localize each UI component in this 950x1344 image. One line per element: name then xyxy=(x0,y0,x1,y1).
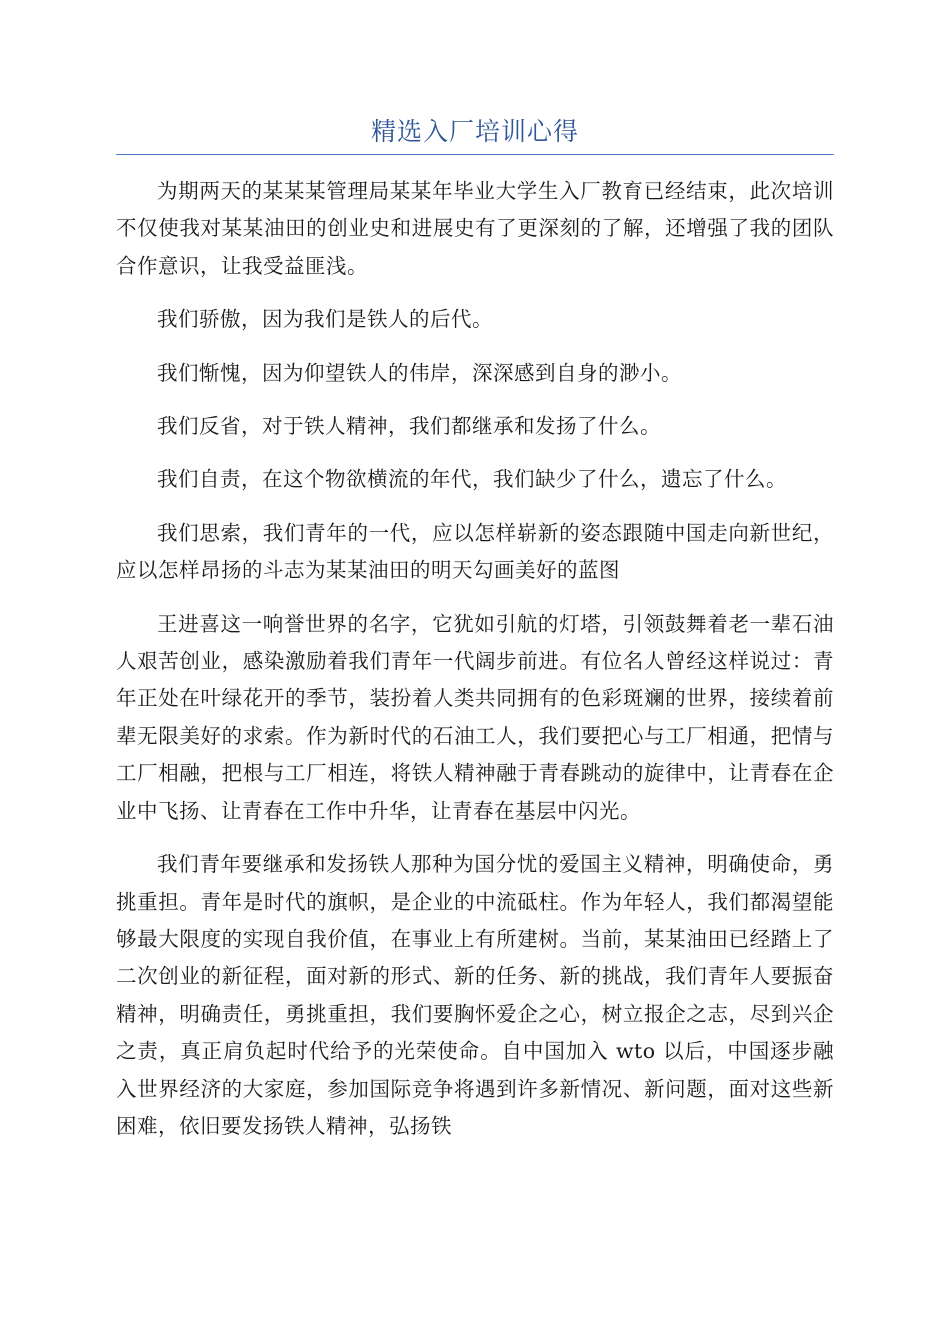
paragraph-blame: 我们自责，在这个物欲横流的年代，我们缺少了什么，遗忘了什么。 xyxy=(157,467,787,492)
paragraph-ponder: 我们思索，我们青年的一代，应以怎样崭新的姿态跟随中国走向新世纪，应以怎样昂扬的斗志为某某油田的明天勾画美好的蓝图 xyxy=(116,520,834,583)
paragraph-youth-mission: 我们青年要继承和发扬铁人那种为国分忧的爱国主义精神，明确使命，勇挑重担。青年是时代的旗帜，是企业的中流砥柱。作为年轻人，我们都渴望能够最大限度的实现自我价值，在事业上有所建树。当前，某某油田已经踏上了二次创业的新征程，面对新的形式、新的任务、新的挑战，我们青年人要振奋精神，明确责任，勇挑重担，我们要胸怀爱企之心，树立报企之志，尽到兴企之责，真正肩负起时代给予的光荣使命。自中国加入 wto 以后，中国逐步融入世界经济的大家庭，参加国际竞争将遇到许多新情况、新问题，面对这些新困难，依旧要发扬铁人精神，弘扬铁 xyxy=(116,852,834,1138)
paragraph-reflect: 我们反省，对于铁人精神，我们都继承和发扬了什么。 xyxy=(157,414,661,439)
document-body xyxy=(116,173,834,1161)
paragraph-ashamed: 我们惭愧，因为仰望铁人的伟岸，深深感到自身的渺小。 xyxy=(157,360,682,385)
paragraph-proud: 我们骄傲，因为我们是铁人的后代。 xyxy=(157,307,493,332)
title-underline xyxy=(116,154,834,155)
document-title: 精选入厂培训心得 xyxy=(370,117,579,146)
paragraph-intro: 为期两天的某某某管理局某某年毕业大学生入厂教育已经结束，此次培训不仅使我对某某油田的创业史和进展史有了更深刻的了解，还增强了我的团队合作意识，让我受益匪浅。 xyxy=(116,179,834,278)
paragraph-wang-jinxi: 王进喜这一响誉世界的名字，它犹如引航的灯塔，引领鼓舞着老一辈石油人艰苦创业，感染激励着我们青年一代阔步前进。有位名人曾经这样说过：青年正处在叶绿花开的季节，装扮着人类共同拥有的色彩斑斓的世界，接续着前辈无限美好的求索。作为新时代的石油工人，我们要把心与工厂相通，把情与工厂相融，把根与工厂相连，将铁人精神融于青春跳动的旋律中，让青春在企业中飞扬、让青春在工作中升华，让青春在基层中闪光。 xyxy=(116,611,834,823)
